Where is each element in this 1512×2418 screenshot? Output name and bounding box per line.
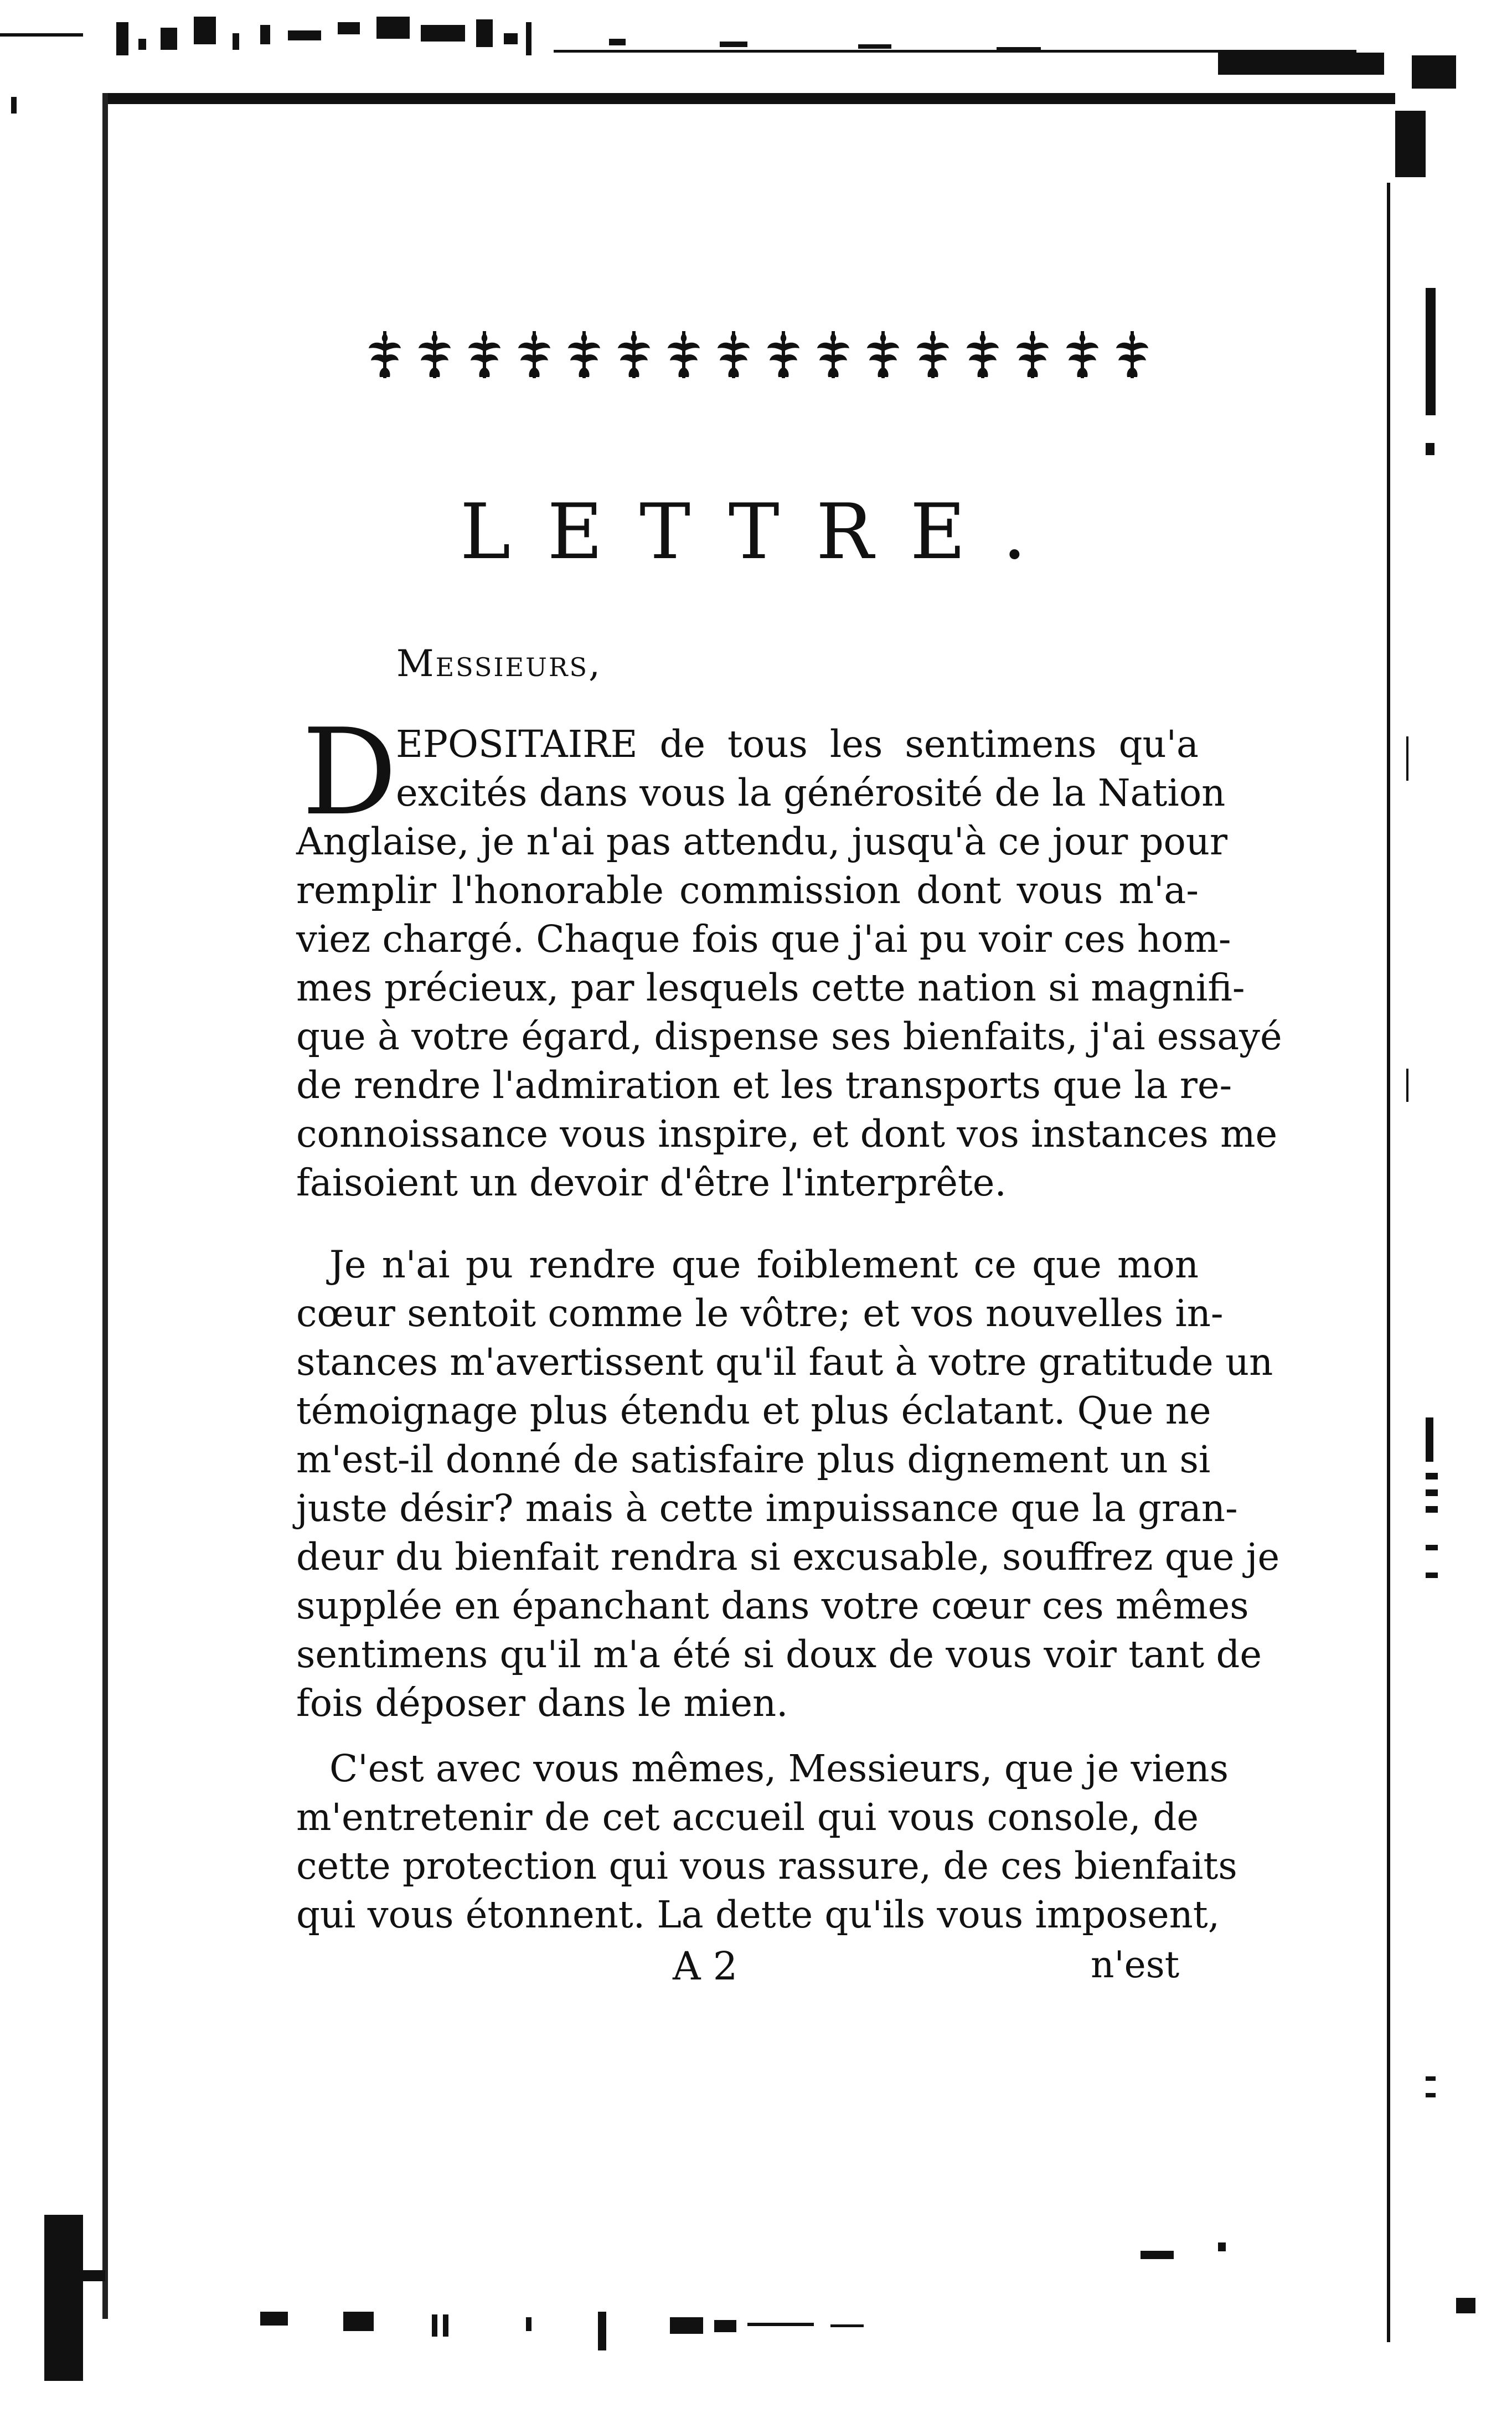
fleuron-icon: [465, 328, 504, 381]
fleuron-icon: [1113, 328, 1152, 381]
fleuron-icon: [814, 328, 853, 381]
paragraph-2: [296, 1240, 1280, 1728]
drop-cap: D: [302, 703, 398, 842]
fleuron-icon: [1063, 328, 1102, 381]
paragraph-3: [296, 1744, 1237, 1939]
text-line: sentimens qu'il m'a été si doux de vous voir tant de: [296, 1633, 1262, 1676]
text-line: EPOSITAIRE de tous les sentimens qu'a: [396, 723, 1199, 766]
fleuron-icon: [415, 328, 454, 381]
text-line: cette protection qui vous rassure, de ces bienfaits: [296, 1844, 1237, 1888]
text-line: C'est avec vous mêmes, Messieurs, que je viens: [329, 1747, 1229, 1790]
paragraph-1: [296, 720, 1282, 1207]
page-title: LETTRE.: [460, 487, 1064, 576]
text-line: Je n'ai pu rendre que foiblement ce que mon: [329, 1243, 1199, 1286]
text-line: excités dans vous la générosité de la Nation: [396, 771, 1226, 814]
fleuron-icon: [615, 328, 653, 381]
text-line: que à votre égard, dispense ses bienfaits, j'ai essayé: [296, 1015, 1282, 1058]
text-line: témoignage plus étendu et plus éclatant. Que ne: [296, 1389, 1211, 1432]
fleuron-icon: [914, 328, 952, 381]
fleuron-icon: [664, 328, 703, 381]
page-edge-left: [102, 93, 108, 2319]
text-line: stances m'avertissent qu'il faut à votre gratitude un: [296, 1341, 1273, 1384]
text-line: qui vous étonnent. La dette qu'ils vous imposent,: [296, 1893, 1220, 1936]
salutation: Messieurs,: [396, 642, 602, 685]
fleuron-icon: [365, 328, 404, 381]
scan-bottom-noise: [0, 2204, 1512, 2418]
fleuron-icon: [515, 328, 554, 381]
text-line: Anglaise, je n'ai pas attendu, jusqu'à ce jour pour: [296, 820, 1228, 863]
fleuron-icon: [714, 328, 753, 381]
text-line: deur du bienfait rendra si excusable, souffrez que je: [296, 1535, 1280, 1579]
fleuron-ornament-row: [365, 324, 1152, 385]
text-line: faisoient un devoir d'être l'interprête.: [296, 1161, 1007, 1204]
catchword: n'est: [1091, 1943, 1180, 1986]
text-line: fois déposer dans le mien.: [296, 1682, 788, 1725]
fleuron-icon: [864, 328, 902, 381]
text-line: viez chargé. Chaque fois que j'ai pu voir ces hom-: [296, 917, 1231, 961]
fleuron-icon: [963, 328, 1002, 381]
page-edge-tab: [1395, 111, 1426, 177]
text-line: connoissance vous inspire, et dont vos instances me: [296, 1112, 1278, 1156]
page-edge-top: [105, 93, 1395, 104]
fleuron-icon: [565, 328, 603, 381]
text-line: remplir l'honorable commission dont vous m'a-: [296, 869, 1199, 912]
fleuron-icon: [1013, 328, 1052, 381]
text-line: m'est-il donné de satisfaire plus dignement un si: [296, 1438, 1211, 1481]
signature-mark: A 2: [673, 1943, 738, 1989]
text-line: de rendre l'admiration et les transports que la re-: [296, 1064, 1232, 1107]
text-line: supplée en épanchant dans votre cœur ces mêmes: [296, 1584, 1249, 1627]
text-line: cœur sentoit comme le vôtre; et vos nouvelles in-: [296, 1292, 1224, 1335]
text-line: mes précieux, par lesquels cette nation si magnifi-: [296, 966, 1245, 1009]
fleuron-icon: [764, 328, 803, 381]
text-line: m'entretenir de cet accueil qui vous console, de: [296, 1796, 1199, 1839]
text-line: juste désir? mais à cette impuissance que la gran-: [296, 1487, 1238, 1530]
